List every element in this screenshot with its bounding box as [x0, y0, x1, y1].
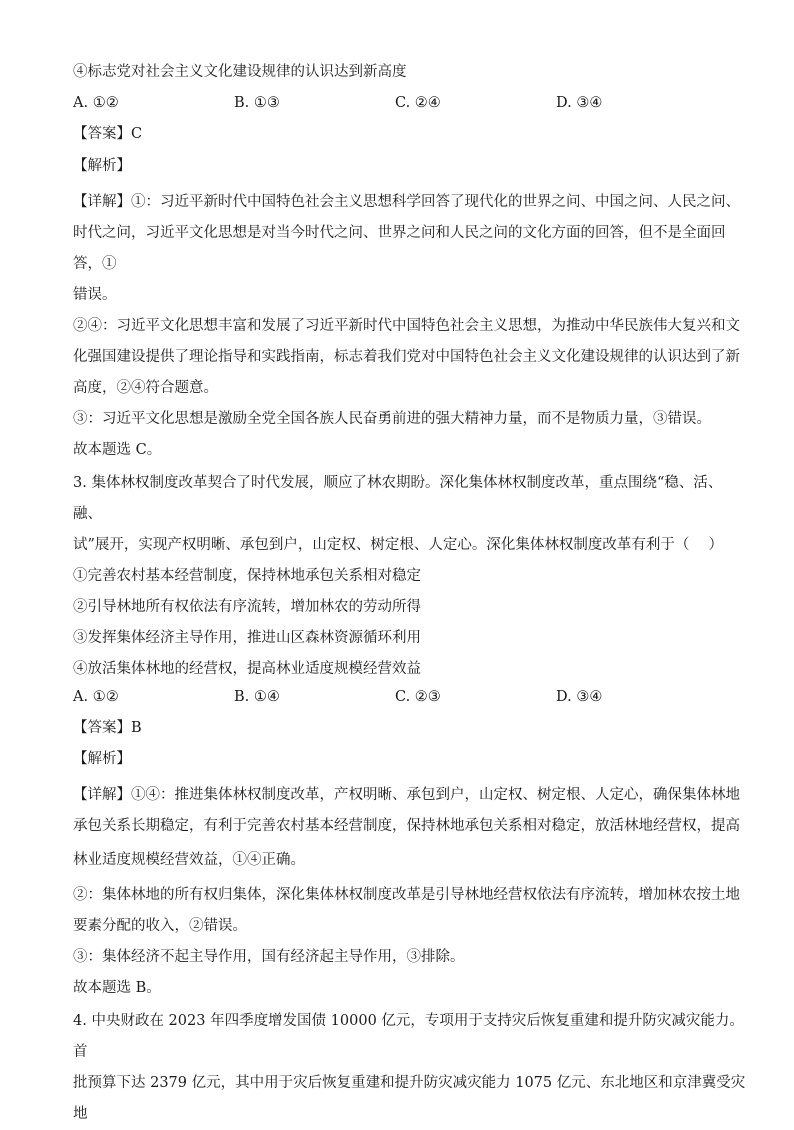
- q3-options: [73, 687, 750, 707]
- q2-answer: 【答案】C: [73, 126, 143, 143]
- q2-detail-line: 【详解】①：习近平新时代中国特色社会主义思想科学回答了现代化的世界之问、中国之问、人民之问、: [73, 193, 740, 210]
- q2-option-c: C. ②④: [395, 95, 441, 112]
- q3-option-c: C. ②③: [395, 688, 441, 705]
- q2-detail-line: 化强国建设提供了理论指导和实践指南，标志着我们党对中国特色社会主义文化建设规律的认识达到了新: [73, 348, 740, 365]
- q2-item-4: ④标志党对社会主义文化建设规律的认识达到新高度: [73, 64, 407, 80]
- q3-stem-line: 3. 集体林权制度改革契合了时代发展，顺应了林农期盼。深化集体林权制度改革，重点围绕“稳、活、融、: [73, 474, 723, 522]
- q3-detail-line: 【详解】①④：推进集体林权制度改革，产权明晰、承包到户，山定权、树定根、人定心，确保集体林地: [73, 787, 740, 804]
- q3-detail2-line: ③：集体经济不起主导作用，国有经济起主导作用，③排除。: [73, 949, 465, 966]
- q2-detail-line: 时代之问，习近平文化思想是对当今时代之问、世界之问和人民之问的文化方面的回答，但不是全面回答，①: [73, 224, 726, 272]
- q3-detail-line: 承包关系长期稳定，有利于完善农村基本经营制度，保持林地承包关系相对稳定，放活林地经营权，提高: [73, 818, 740, 835]
- q3-detail2-line: ②：集体林地的所有权归集体，深化集体林权制度改革是引导林地经营权依法有序流转，增加林农按土地: [73, 887, 740, 904]
- q3-item-4: ④放活集体林地的经营权，提高林业适度规模经营效益: [73, 660, 421, 677]
- q2-options: [73, 93, 750, 113]
- q3-item-2: ②引导林地所有权依法有序流转，增加林农的劳动所得: [73, 598, 421, 615]
- q2-analysis-label: 【解析】: [73, 157, 131, 174]
- q2-option-a: A. ①②: [73, 95, 119, 112]
- q3-detail-line: 林业适度规模经营效益，①④正确。: [73, 852, 305, 869]
- q3-stem: [73, 468, 750, 685]
- q3-option-d: D. ③④: [556, 688, 603, 705]
- q3-detail: [73, 780, 750, 878]
- q3-item-1: ①完善农村基本经营制度，保持林地承包关系相对稳定: [73, 567, 421, 584]
- q4-stem-line: 批预算下达 2379 亿元，其中用于灾后恢复重建和提升防灾减灾能力 1075 亿元、东北地区和京津冀受灾地: [73, 1075, 746, 1123]
- q4-stem-line: 4. 中央财政在 2023 年四季度增发国债 10000 亿元，专项用于支持灾后恢复重建和提升防灾减灾能力。首: [73, 1013, 744, 1061]
- q3-detail2-line: 要素分配的收入，②错误。: [73, 918, 247, 935]
- q3-option-a: A. ①②: [73, 688, 119, 705]
- q3-analysis-label: 【解析】: [73, 751, 131, 768]
- q2-detail-line: ②④：习近平文化思想丰富和发展了习近平新时代中国特色社会主义思想，为推动中华民族伟大复兴和文: [73, 317, 740, 334]
- q3-stem-line: 试”展开，实现产权明晰、承包到户，山定权、树定根、人定心。深化集体林权制度改革有利于（ ）: [73, 536, 724, 553]
- q3-detail-2: [73, 880, 750, 1004]
- q3-detail2-line: 故本题选 B。: [73, 980, 161, 997]
- q2-detail: [73, 187, 750, 466]
- q2-detail-line: 故本题选 C。: [73, 441, 162, 458]
- q4-stem: [73, 1006, 750, 1130]
- q3-option-b: B. ①④: [234, 688, 280, 705]
- q2-option-b: B. ①③: [234, 95, 280, 112]
- q3-answer: 【答案】B: [73, 719, 142, 736]
- q3-item-3: ③发挥集体经济主导作用，推进山区森林资源循环利用: [73, 629, 421, 646]
- q2-detail-line: 高度，②④符合题意。: [73, 379, 218, 396]
- q2-detail-line: 错误。: [73, 286, 117, 303]
- q2-option-d: D. ③④: [556, 95, 603, 112]
- q2-detail-line: ③：习近平文化思想是激励全党全国各族人民奋勇前进的强大精神力量，而不是物质力量，③错误。: [73, 410, 711, 427]
